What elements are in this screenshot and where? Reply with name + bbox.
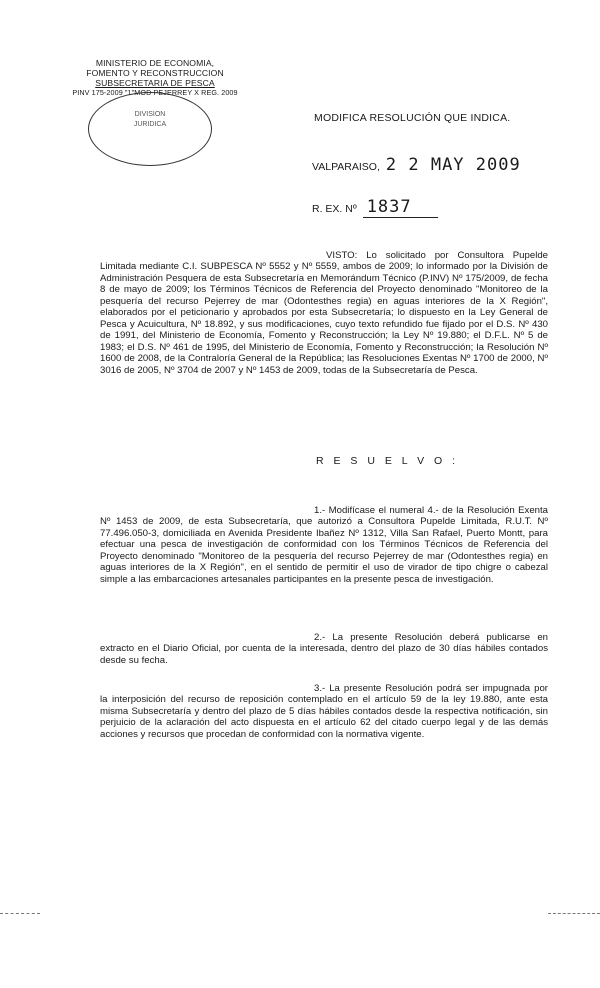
date-stamp: 2 2 MAY 2009 — [385, 155, 521, 175]
visto-paragraph: VISTO: Lo solicitado por Consultora Pupelde Limitada mediante C.I. SUBPESCA Nº 5552 y Nº 5559, ambos de 2009; lo informado por la División de Administración Pesquera de esta Subsecretaría en Memorándum Técnico (P.INV) Nº 175/2009, de fecha 8 de mayo de 2009; los Términos Técnicos de Referencia del Proyecto denominado "Monitoreo de la pesquería del recurso Pejerrey de mar (Odontesthes regia) en aguas interiores de la X Región", elaborados por el peticionario y aprobados por esta Subsecretaría; lo dispuesto en la Ley General de Pesca y Acuicultura, Nº 18.892, y sus modificaciones, cuyo texto refundido fue fijado por el D.S. Nº 430 de 1991, del Ministerio de Economía, Fomento y Reconstrucción; la Ley Nº 19.880; el D.F.L. Nº 5 de 1983; el D.S. Nº 461 de 1995, del Ministerio de Economía, Fomento y Reconstrucción; la Resolución Nº 1600 de 2008, de la Contraloría General de la República; las Resoluciones Exentas Nº 1700 de 2000, Nº 3016 de 2005, Nº 3704 de 2007 y Nº 1453 de 2009, todas de la Subsecretaría de Pesca. — [100, 250, 548, 376]
fold-mark-right — [548, 913, 600, 914]
article-1: 1.- Modifícase el numeral 4.- de la Resolución Exenta Nº 1453 de 2009, de esta Subsecretaría, que autorizó a Consultora Pupelde Limitada, R.U.T. Nº 77.496.050-3, domiciliada en Avenida Presidente Ibañez Nº 1312, Villa San Rafael, Puerto Montt, para efectuar una pesca de investigación de conformidad con los Términos Técnicos de Referencia del Proyecto denominado "Monitoreo de la pesquería del recurso Pejerrey de mar (Odontesthes regia) en aguas interiores de la X Región", en el sentido de permitir el uso de virador de tipo chigre o cabezal simple a las embarcaciones artesanales participantes en la presente pesca de investigación. — [100, 505, 548, 585]
division-juridica-stamp — [88, 92, 212, 166]
place-and-date — [312, 155, 521, 175]
ministry-line-1: MINISTERIO DE ECONOMIA, — [95, 58, 215, 68]
article-2: 2.- La presente Resolución deberá publicarse en extracto en el Diario Oficial, por cuenta de la interesada, dentro del plazo de 30 días hábiles contados desde su fecha. — [100, 632, 548, 666]
fold-mark-left — [0, 913, 40, 914]
ministry-line-2: FOMENTO Y RECONSTRUCCION — [86, 68, 224, 78]
stamp-line-1: DIVISION — [134, 111, 166, 118]
stamp-line-2: JURIDICA — [133, 121, 167, 128]
file-reference: PINV 175-2009 "1"MOD PEJERREY X REG. 2009 — [72, 88, 238, 97]
document-title: MODIFICA RESOLUCIÓN QUE INDICA. — [314, 112, 511, 124]
resolution-number — [312, 197, 438, 218]
rex-number: 1837 — [363, 197, 438, 218]
resuelvo-heading: R E S U E L V O : — [316, 455, 459, 467]
subsecretaria-name: SUBSECRETARIA DE PESCA — [95, 78, 215, 88]
article-3: 3.- La presente Resolución podrá ser impugnada por la interposición del recurso de reposición contemplado en el artículo 59 de la ley 19.880, ante esta misma Subsecretaría y dentro del plazo de 5 días hábiles contados desde la respectiva notificación, sin perjuicio de la aclaración del acto dispuesta en el artículo 62 del citado cuerpo legal y de las demás acciones y recursos que procedan de conformidad con la normativa vigente. — [100, 683, 548, 740]
place: VALPARAISO, — [312, 161, 380, 173]
rex-label: R. EX. Nº — [312, 203, 357, 215]
